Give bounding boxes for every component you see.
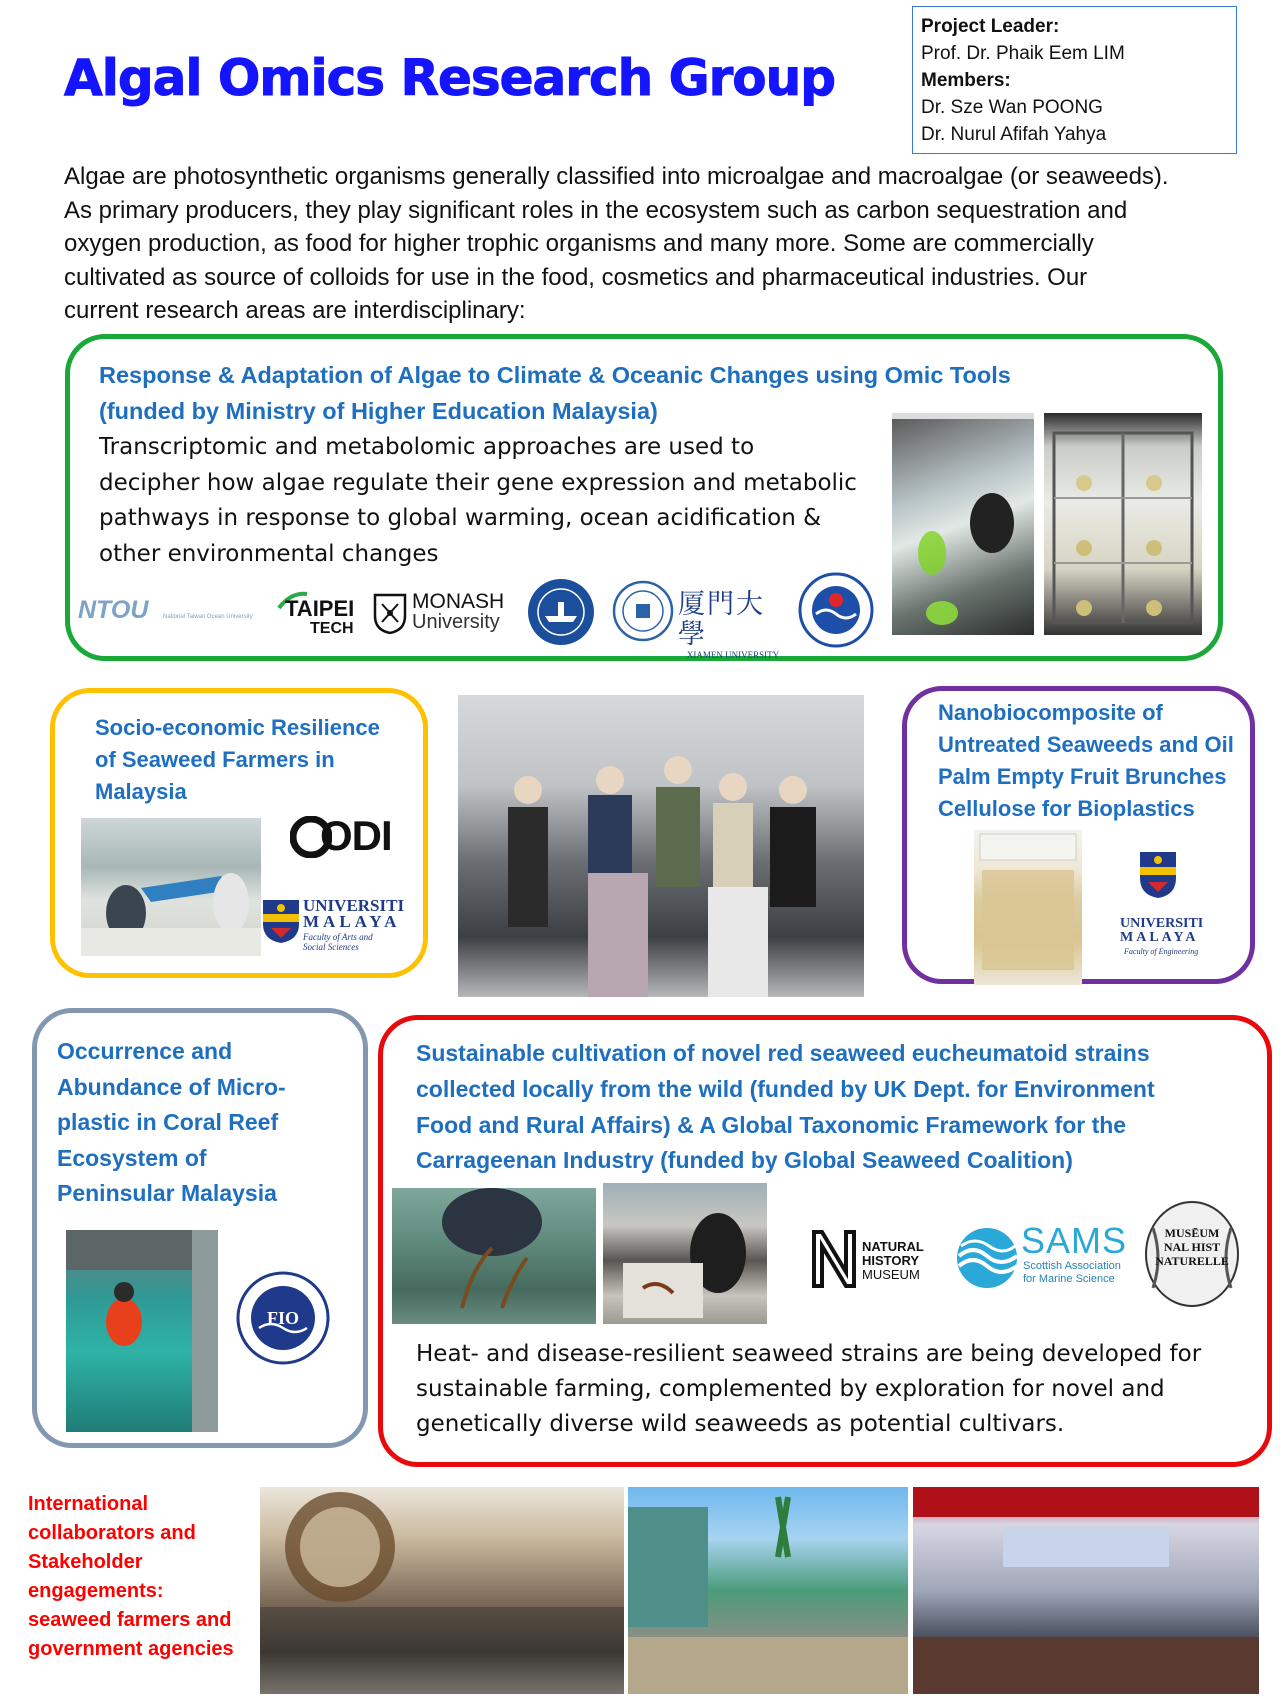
fio-seal-text: FIO <box>266 1308 300 1328</box>
red-panel-title <box>416 1036 1266 1179</box>
members-heading: Members: <box>921 70 1011 91</box>
taipei-tech-subtext: TECH <box>310 620 354 637</box>
nano-title-line: Palm Empty Fruit Brunches <box>938 764 1227 789</box>
universiti-malaya-engineering-logo <box>1110 850 1220 968</box>
socio-title-line: Malaysia <box>95 779 187 804</box>
climate-body-line: Transcriptomic and metabolomic approaches are used to <box>99 434 755 460</box>
taipei-tech-logo <box>275 590 365 640</box>
sampling-diver-art <box>66 1230 218 1432</box>
nhm-text <box>862 1240 924 1282</box>
um-text-1: UNIVERSITI <box>303 896 405 915</box>
caption-line: Stakeholder <box>28 1551 143 1573</box>
nhm-text-line: MUSEUM <box>862 1267 920 1282</box>
caption-line: collaborators and <box>28 1522 196 1544</box>
museum-text-line: MUSĒUM <box>1164 1226 1220 1240</box>
mou-art <box>913 1487 1259 1694</box>
odi-logo-text: ODI <box>320 812 392 859</box>
dock-art <box>603 1183 767 1324</box>
stakeholder-caption <box>28 1490 258 1664</box>
museum-text <box>1143 1226 1241 1268</box>
fio-seal-icon <box>235 1270 331 1366</box>
um-crest-icon <box>261 898 301 944</box>
ntou-logo <box>78 596 268 632</box>
underwater-art <box>392 1188 596 1324</box>
research-group-photo <box>458 695 864 997</box>
nano-panel-title <box>938 697 1258 825</box>
plastic-title-line: Occurrence and <box>57 1038 233 1064</box>
monash-crest-icon <box>372 592 408 634</box>
red-body-line: Heat- and disease-resilient seaweed strains are being developed for <box>416 1341 1202 1367</box>
intro-line: cultivated as source of colloids for use in the food, cosmetics and pharmaceutical industries. Our <box>64 263 1088 291</box>
odi-logo <box>290 812 390 862</box>
um-crest-icon <box>1138 850 1178 900</box>
caption-line: International <box>28 1493 149 1515</box>
nhm-text-line: HISTORY <box>862 1253 920 1268</box>
nano-title-line: Untreated Seaweeds and Oil <box>938 732 1234 757</box>
caption-line: seaweed farmers and <box>28 1609 232 1631</box>
climate-body-line: pathways in response to global warming, ocean acidification & <box>99 505 822 531</box>
seaweed-collection-photo <box>603 1183 767 1324</box>
university-seal-icon <box>612 580 674 642</box>
monash-logo <box>372 590 517 635</box>
seaweed-farmers-photo <box>81 818 261 956</box>
monash-text: MONASH <box>412 590 505 613</box>
ocean-university-china-seal-icon <box>798 572 874 648</box>
sams-wave-icon <box>955 1226 1021 1290</box>
taipei-tech-text: TAIPEI <box>285 596 355 621</box>
seaweed-farmers-village-photo <box>628 1487 908 1694</box>
intro-line: current research areas are interdisciplinary: <box>64 297 526 324</box>
um-text-2: MALAYA <box>1120 930 1199 945</box>
caption-line: engagements: <box>28 1580 164 1602</box>
plastic-panel-title <box>57 1034 357 1212</box>
red-title-line: Food and Rural Affairs) & A Global Taxonomic Framework for the <box>416 1111 1127 1138</box>
plastic-title-line: plastic in Coral Reef <box>57 1109 279 1135</box>
bioplastic-bag-art <box>974 830 1082 985</box>
natural-history-museum-logo <box>810 1228 940 1290</box>
ntou-logo-subtext: National Taiwan Ocean University <box>163 614 253 620</box>
um-text-2: MALAYA <box>303 912 401 931</box>
red-title-line: Carrageenan Industry (funded by Global Seaweed Coalition) <box>416 1147 1073 1174</box>
project-leader-box <box>912 6 1237 154</box>
monash-subtext: University <box>412 611 500 633</box>
lab-photo-art <box>892 413 1034 635</box>
climate-title-line: Response & Adaptation of Algae to Climate & Oceanic Changes using Omic Tools <box>99 362 1011 388</box>
bioplastic-sample-photo <box>974 830 1082 985</box>
climate-body-line: decipher how algae regulate their gene expression and metabolic <box>99 469 857 496</box>
mou-signing-photo <box>913 1487 1259 1694</box>
caption-line: government agencies <box>28 1638 234 1660</box>
intro-line: oxygen production, as food for higher trophic organisms and many more. Some are commercially <box>64 230 1094 257</box>
plastic-title-line: Ecosystem of <box>57 1144 207 1171</box>
nano-title-line: Cellulose for Bioplastics <box>938 796 1195 821</box>
sams-subtext-line: for Marine Science <box>1023 1273 1115 1285</box>
village-art <box>628 1487 908 1694</box>
microplastic-sampling-photo <box>66 1230 218 1432</box>
sams-subtext-line: Scottish Association <box>1023 1260 1121 1272</box>
museum-nature-logo <box>1143 1198 1241 1310</box>
climate-panel-body <box>99 430 899 572</box>
museum-text-line: NAL HIST <box>1163 1240 1221 1254</box>
um-text-3: Faculty of Engineering <box>1124 947 1199 956</box>
climate-title-line: (funded by Ministry of Higher Education Malaysia) <box>99 398 658 424</box>
collaborators-art <box>260 1487 624 1694</box>
intro-line: Algae are photosynthetic organisms generally classified into microalgae and macroalgae (or seaweeds). <box>64 163 1169 190</box>
leader-name: Prof. Dr. Phaik Eem LIM <box>921 43 1125 64</box>
member-name: Dr. Nurul Afifah Yahya <box>921 124 1107 145</box>
museum-text-line: NATURELLE <box>1155 1254 1229 1268</box>
nhm-n-icon <box>810 1228 858 1288</box>
underwater-seaweed-photo <box>392 1188 596 1324</box>
um-text-1: UNIVERSITI <box>1120 916 1204 931</box>
lab-photo-growth-chamber <box>1044 413 1202 635</box>
ocean-institute-seal-icon <box>527 578 595 646</box>
red-title-line: collected locally from the wild (funded by UK Dept. for Environment <box>416 1075 1155 1102</box>
ntou-logo-text: NTOU <box>78 596 149 624</box>
plastic-title-line: Abundance of Micro- <box>57 1073 286 1100</box>
red-body-line: sustainable farming, complemented by exploration for novel and <box>416 1376 1165 1402</box>
intro-paragraph <box>64 160 1259 328</box>
xiamen-english-text: XIAMEN UNIVERSITY <box>686 650 780 660</box>
farmers-boat-art <box>81 818 261 956</box>
socio-title-line: of Seaweed Farmers in <box>95 747 335 772</box>
socio-panel-title <box>95 712 415 808</box>
xiamen-university-logo <box>678 589 788 660</box>
sams-logo <box>955 1220 1130 1292</box>
lab-photo-researcher <box>892 413 1034 635</box>
nano-title-line: Nanobiocomposite of <box>938 700 1163 725</box>
leader-heading: Project Leader: <box>921 16 1060 37</box>
member-name: Dr. Sze Wan POONG <box>921 97 1103 118</box>
red-title-line: Sustainable cultivation of novel red seaweed eucheumatoid strains <box>416 1040 1150 1066</box>
plastic-title-line: Peninsular Malaysia <box>57 1180 277 1206</box>
sams-subtext <box>1023 1260 1121 1286</box>
red-panel-body <box>416 1337 1266 1442</box>
sams-text: SAMS <box>1021 1220 1128 1261</box>
group-photo-art <box>458 695 864 997</box>
intro-line: As primary producers, they play significant roles in the ecosystem such as carbon sequestration and <box>64 196 1128 224</box>
climate-body-line: other environmental changes <box>99 540 439 567</box>
nhm-text-line: NATURAL <box>862 1239 924 1254</box>
growth-chamber-art <box>1044 413 1202 635</box>
red-body-line: genetically diverse wild seaweeds as potential cultivars. <box>416 1411 1065 1437</box>
xiamen-chinese-text: 厦門大學 <box>678 589 765 650</box>
international-collaborators-photo <box>260 1487 624 1694</box>
um-text-4: Social Sciences <box>303 942 359 952</box>
page-title: Algal Omics Research Group <box>64 49 836 107</box>
universiti-malaya-arts-logo <box>261 896 421 960</box>
um-text-3: Faculty of Arts and <box>303 932 373 942</box>
socio-title-line: Socio-economic Resilience <box>95 715 380 740</box>
